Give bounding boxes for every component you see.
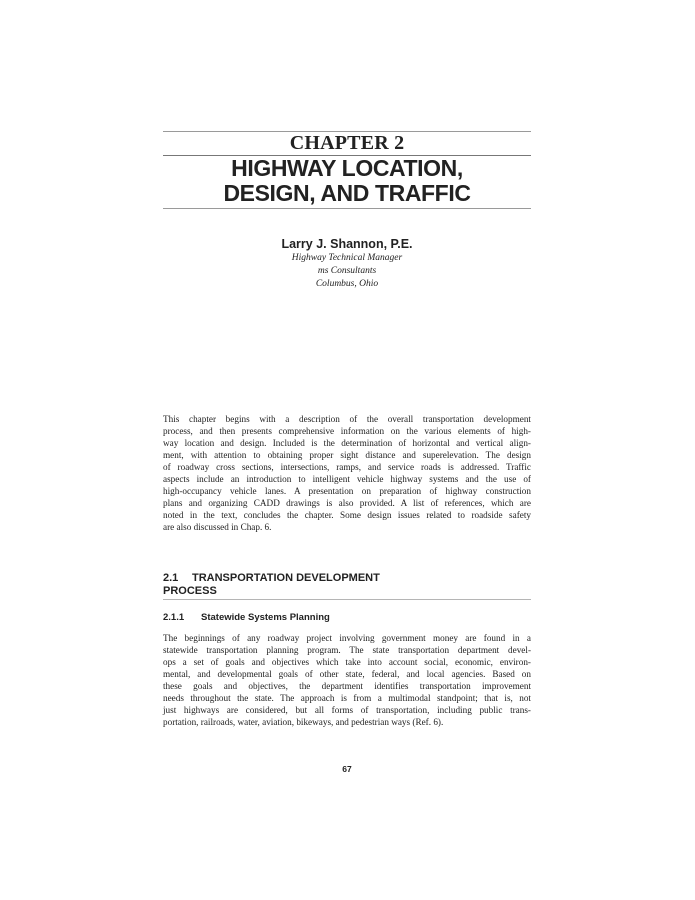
author-location: Columbus, Ohio bbox=[315, 279, 379, 289]
text-line: The beginnings of any roadway project involving government money are found in a bbox=[163, 633, 531, 643]
body-paragraph bbox=[163, 632, 531, 728]
text-line: noted in the text, concludes the chapter. Some design issues related to roadside safety bbox=[163, 510, 531, 521]
author-name: Larry J. Shannon, P.E. bbox=[281, 237, 413, 251]
text-line: aspects include an introduction to intelligent vehicle highway systems and the use of bbox=[163, 474, 531, 485]
page-number: 67 bbox=[342, 764, 352, 774]
section-rule bbox=[163, 599, 531, 600]
text-line: just highways are considered, but all forms of transportation, including public trans- bbox=[163, 705, 531, 716]
text-line: mental, and developmental goals of other state, federal, and local agencies. Based on bbox=[163, 669, 531, 680]
subsection-title: Statewide Systems Planning bbox=[201, 612, 330, 623]
book-page bbox=[163, 0, 531, 900]
text-line: This chapter begins with a description of the overall transportation development bbox=[163, 414, 531, 424]
text-line: plans and organizing CADD drawings is also provided. A list of references, which are bbox=[163, 498, 531, 509]
author-company: ms Consultants bbox=[317, 266, 377, 276]
section-title-line: PROCESS bbox=[163, 585, 217, 597]
text-line: of roadway cross sections, intersections, ramps, and service roads is addressed. Traffic bbox=[163, 462, 531, 473]
author-title: Highway Technical Manager bbox=[291, 253, 403, 263]
section-heading bbox=[163, 572, 531, 598]
chapter-bottom-rule bbox=[163, 208, 531, 209]
text-line: high-occupancy vehicle lanes. A presentation on preparation of highway construction bbox=[163, 486, 531, 497]
text-line: way location and design. Included is the determination of horizontal and vertical align- bbox=[163, 438, 531, 449]
chapter-title-line: HIGHWAY LOCATION, bbox=[231, 155, 463, 181]
intro-paragraph bbox=[163, 413, 531, 533]
text-line: process, and then presents comprehensive information on the various elements of high- bbox=[163, 426, 531, 437]
text-line: are also discussed in Chap. 6. bbox=[163, 522, 272, 533]
text-line: ops a set of goals and objectives which take into account social, economic, environ- bbox=[163, 657, 531, 668]
text-line: needs throughout the state. The approach is from a multimodal standpoint; that is, not bbox=[163, 693, 531, 704]
section-number: 2.1 bbox=[163, 572, 179, 584]
text-line: ment, with attention to obtaining proper sight distance and superelevation. The design bbox=[163, 450, 531, 461]
section-title-line: TRANSPORTATION DEVELOPMENT bbox=[192, 572, 380, 584]
text-line: portation, railroads, water, aviation, bikeways, and pedestrian ways (Ref. 6). bbox=[163, 717, 444, 728]
chapter-label: CHAPTER 2 bbox=[289, 132, 405, 154]
subsection-heading bbox=[163, 612, 531, 624]
chapter-title-line: DESIGN, AND TRAFFIC bbox=[223, 180, 471, 206]
text-line: statewide transportation planning program. The state transportation department devel- bbox=[163, 645, 531, 656]
text-line: these goals and objectives, the department identifies transportation improvement bbox=[163, 681, 531, 692]
chapter-title bbox=[163, 156, 531, 206]
subsection-number: 2.1.1 bbox=[163, 612, 185, 623]
